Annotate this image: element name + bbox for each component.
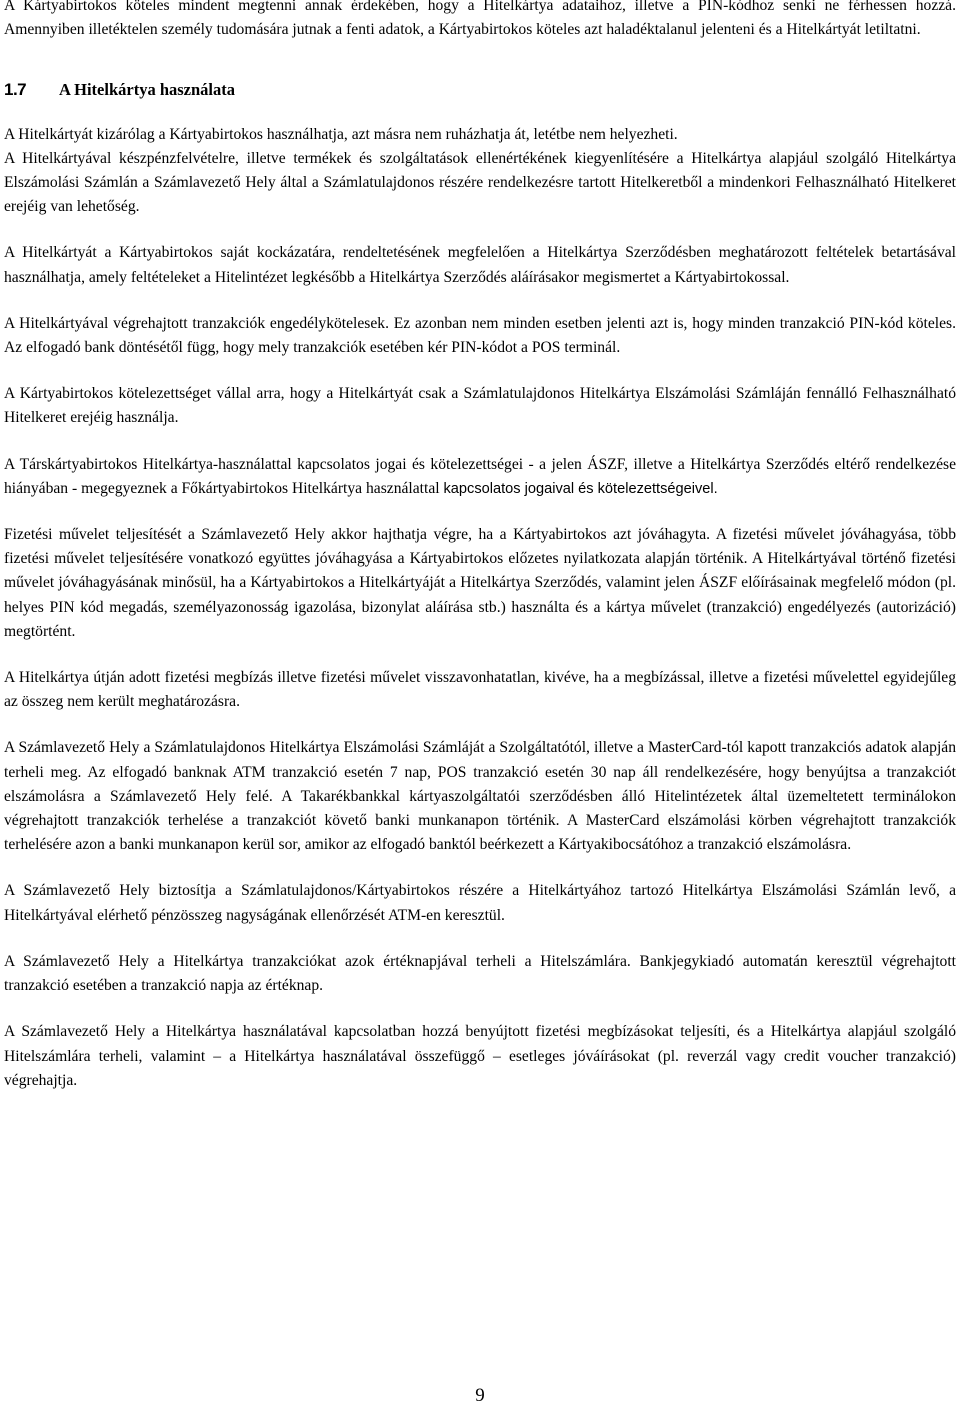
paragraph-1: A Hitelkártyát kizárólag a Kártyabirtokos használhatja, azt másra nem ruházhatja át, letétbe nem helyezheti. [4,125,678,143]
paragraph-6-tail: kapcsolatos jogaival és kötelezettségeivel. [443,480,718,497]
paragraph-11: A Számlavezető Hely a Hitelkártya tranzakciókat azok értéknapjával terheli a Hitelszámlára. Bankjegykiadó automatán keresztül végrehajtott tranzakció esetében a tranzakció napja az értéknap. [4,952,956,995]
paragraph-7: Fizetési művelet teljesítését a Számlavezető Hely akkor hajthatja végre, ha a Kártyabirtokos azt jóváhagyta. A fizetési művelet jóváhagyása, több fizetési művelet teljesítésére vonatkozó együttes jóváhagyása a Kártyabirtokos előzetes nyilatkozata alapján történik. A Hitelkártyával történő fizetési művelet jóváhagyásának minősül, ha a Kártyabirtokos a Hitelkártyáját a Hitelkártya Szerződés, valamint jelen ÁSZF előírásainak megfelelő módon (pl. helyes PIN kód megadás, személyazonosság igazolása, bizonylat aláírása stb.) használta és a kártya művelet (tranzakció) engedélyezés (autorizáció) megtörtént. [4,526,956,640]
section-title: A Hitelkártya használata [59,80,235,100]
document-page [4,0,956,1115]
paragraph-9: A Számlavezető Hely a Számlatulajdonos Hitelkártya Elszámolási Számláját a Szolgáltatótól, illetve a MasterCard-tól kapott tranzakciós adatok alapján terheli meg. Az elfogadó banknak ATM tranzakció esetén 7 nap, POS tranzakció esetén 30 nap áll rendelkezésére, hogy benyújtsa a tranzakciót elszámolásra a Számlavezető Hely felé. A Takarékbankkal kártyaszolgáltatói szerződésben álló Hitelintézetek által üzemeltetett terminálokon végrehajtott tranzakciók terhelése a tranzakciót követő banki munkanapon történik. A MasterCard elszámolási körben végrehajtott tranzakciók terhelésére azon a banki munkanapon kerül sor, amikor az elfogadó banktól beérkezett a Kártyakibocsátóhoz a tranzakció elszámolásra. [4,739,956,854]
paragraph-5: A Kártyabirtokos kötelezettséget vállal arra, hogy a Hitelkártyát csak a Számlatulajdonos Hitelkártya Elszámolási Számláján fennálló Felhasználható Hitelkeret erejéig használja. [4,385,956,427]
paragraph-6 [4,453,956,501]
section-number: 1.7 [4,80,27,100]
paragraph-6-main: A Társkártyabirtokos Hitelkártya-használattal kapcsolatos jogai és kötelezettségei - a jelen ÁSZF, illetve a Hitelkártya Szerződés eltérő rendelkezése hiányában - megegyeznek a Főkártyabirtokos Hitelkártya használattal [4,455,956,497]
paragraph-3: A Hitelkártyát a Kártyabirtokos saját kockázatára, rendeltetésének megfelelően a Hitelkártya Szerződésben meghatározott feltételek betartásával használhatja, amely feltételeket a Hitelintézet legkésőbb a Hitelkártya Szerződés aláírásakor megismertet a Kártyabirtokossal. [4,244,956,286]
page-number: 9 [475,1385,485,1406]
intro-paragraph: A Kártyabirtokos köteles mindent megtenni annak érdekében, hogy a Hitelkártya adataihoz, illetve a PIN-kódhoz senki ne férhessen hozzá. Amennyiben illetéktelen személy tudomására jutnak a fenti adatok, a Kártyabirtokos köteles azt haladéktalanul jelenteni és a Hitelkártyát letiltatni. [4,0,956,39]
paragraph-8: A Hitelkártya útján adott fizetési megbízás illetve fizetési művelet visszavonhatatlan, kivéve, ha a megbízással, illetve a fizetési művelettel egyidejűleg az összeg nem került meghatározásra. [4,669,956,711]
section-heading [4,78,956,102]
paragraph-10: A Számlavezető Hely biztosítja a Számlatulajdonos/Kártyabirtokos részére a Hitelkártyához tartozó Hitelkártya Elszámolási Számlán levő, a Hitelkártyával elérhető pénzösszeg nagyságának ellenőrzését ATM-en keresztül. [4,882,956,924]
paragraph-2: A Hitelkártyával készpénzfelvételre, illetve termékek és szolgáltatások ellenértékének kiegyenlítésére a Hitelkártya alapjául szolgáló Hitelkártya Elszámolási Számlán a Számlavezető Hely által a Számlatulajdonos részére rendelkezésre tartott Hitelkeretből a mindenkori Felhasználható Hitelkeret erejéig van lehetőség. [4,149,956,216]
paragraph-4: A Hitelkártyával végrehajtott tranzakciók engedélykötelesek. Ez azonban nem minden esetben jelenti azt is, hogy minden tranzakció PIN-kód köteles. Az elfogadó bank döntésétől függ, hogy mely tranzakciók esetében kér PIN-kódot a POS terminál. [4,314,956,357]
paragraph-12: A Számlavezető Hely a Hitelkártya használatával kapcsolatban hozzá benyújtott fizetési megbízásokat teljesíti, és a Hitelkártya alapjául szolgáló Hitelszámlára terheli, valamint – a Hitelkártya használatával összefüggő – esetleges jóváírásokat (pl. reverzál vagy credit voucher tranzakció) végrehajtja. [4,1023,956,1089]
